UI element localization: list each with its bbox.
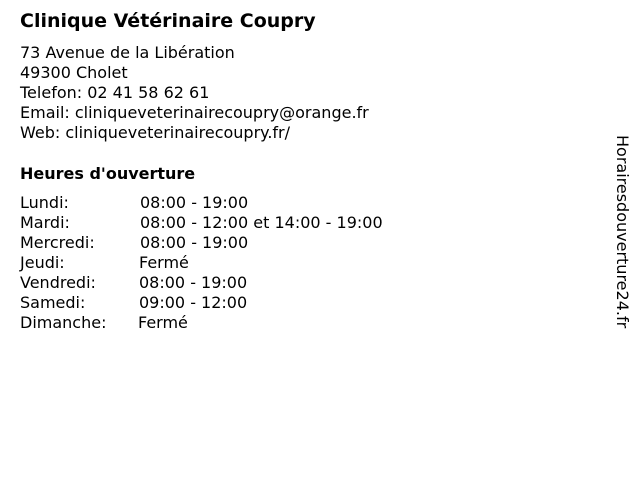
site-brand: Horairesdouverture24.fr bbox=[613, 135, 632, 329]
address-line-1: 73 Avenue de la Libération bbox=[20, 43, 235, 62]
day-label: Samedi: bbox=[20, 293, 86, 312]
time-value: 08:00 - 19:00 bbox=[140, 233, 249, 252]
day-label: Vendredi: bbox=[20, 273, 96, 292]
time-value: 08:00 - 19:00 bbox=[140, 193, 249, 212]
phone-number[interactable]: Telefon: 02 41 58 62 61 bbox=[20, 83, 210, 102]
time-value: 08:00 - 19:00 bbox=[139, 273, 248, 292]
time-value: 08:00 - 12:00 et 14:00 - 19:00 bbox=[140, 213, 383, 232]
clinic-name: Clinique Vétérinaire Coupry bbox=[20, 10, 316, 32]
day-label: Mardi: bbox=[20, 213, 70, 232]
day-label: Lundi: bbox=[20, 193, 69, 212]
email-link[interactable]: Email: cliniqueveterinairecoupry@orange.fr bbox=[20, 103, 369, 122]
time-value: Fermé bbox=[138, 313, 188, 332]
time-value: Fermé bbox=[139, 253, 189, 272]
day-label: Jeudi: bbox=[20, 253, 65, 272]
address-line-2: 49300 Cholet bbox=[20, 63, 128, 82]
website-link[interactable]: Web: cliniqueveterinairecoupry.fr/ bbox=[20, 123, 291, 142]
contact-info bbox=[20, 43, 369, 143]
day-label: Mercredi: bbox=[20, 233, 95, 252]
opening-hours-heading: Heures d'ouverture bbox=[20, 164, 196, 183]
day-label: Dimanche: bbox=[20, 313, 107, 332]
time-value: 09:00 - 12:00 bbox=[139, 293, 248, 312]
